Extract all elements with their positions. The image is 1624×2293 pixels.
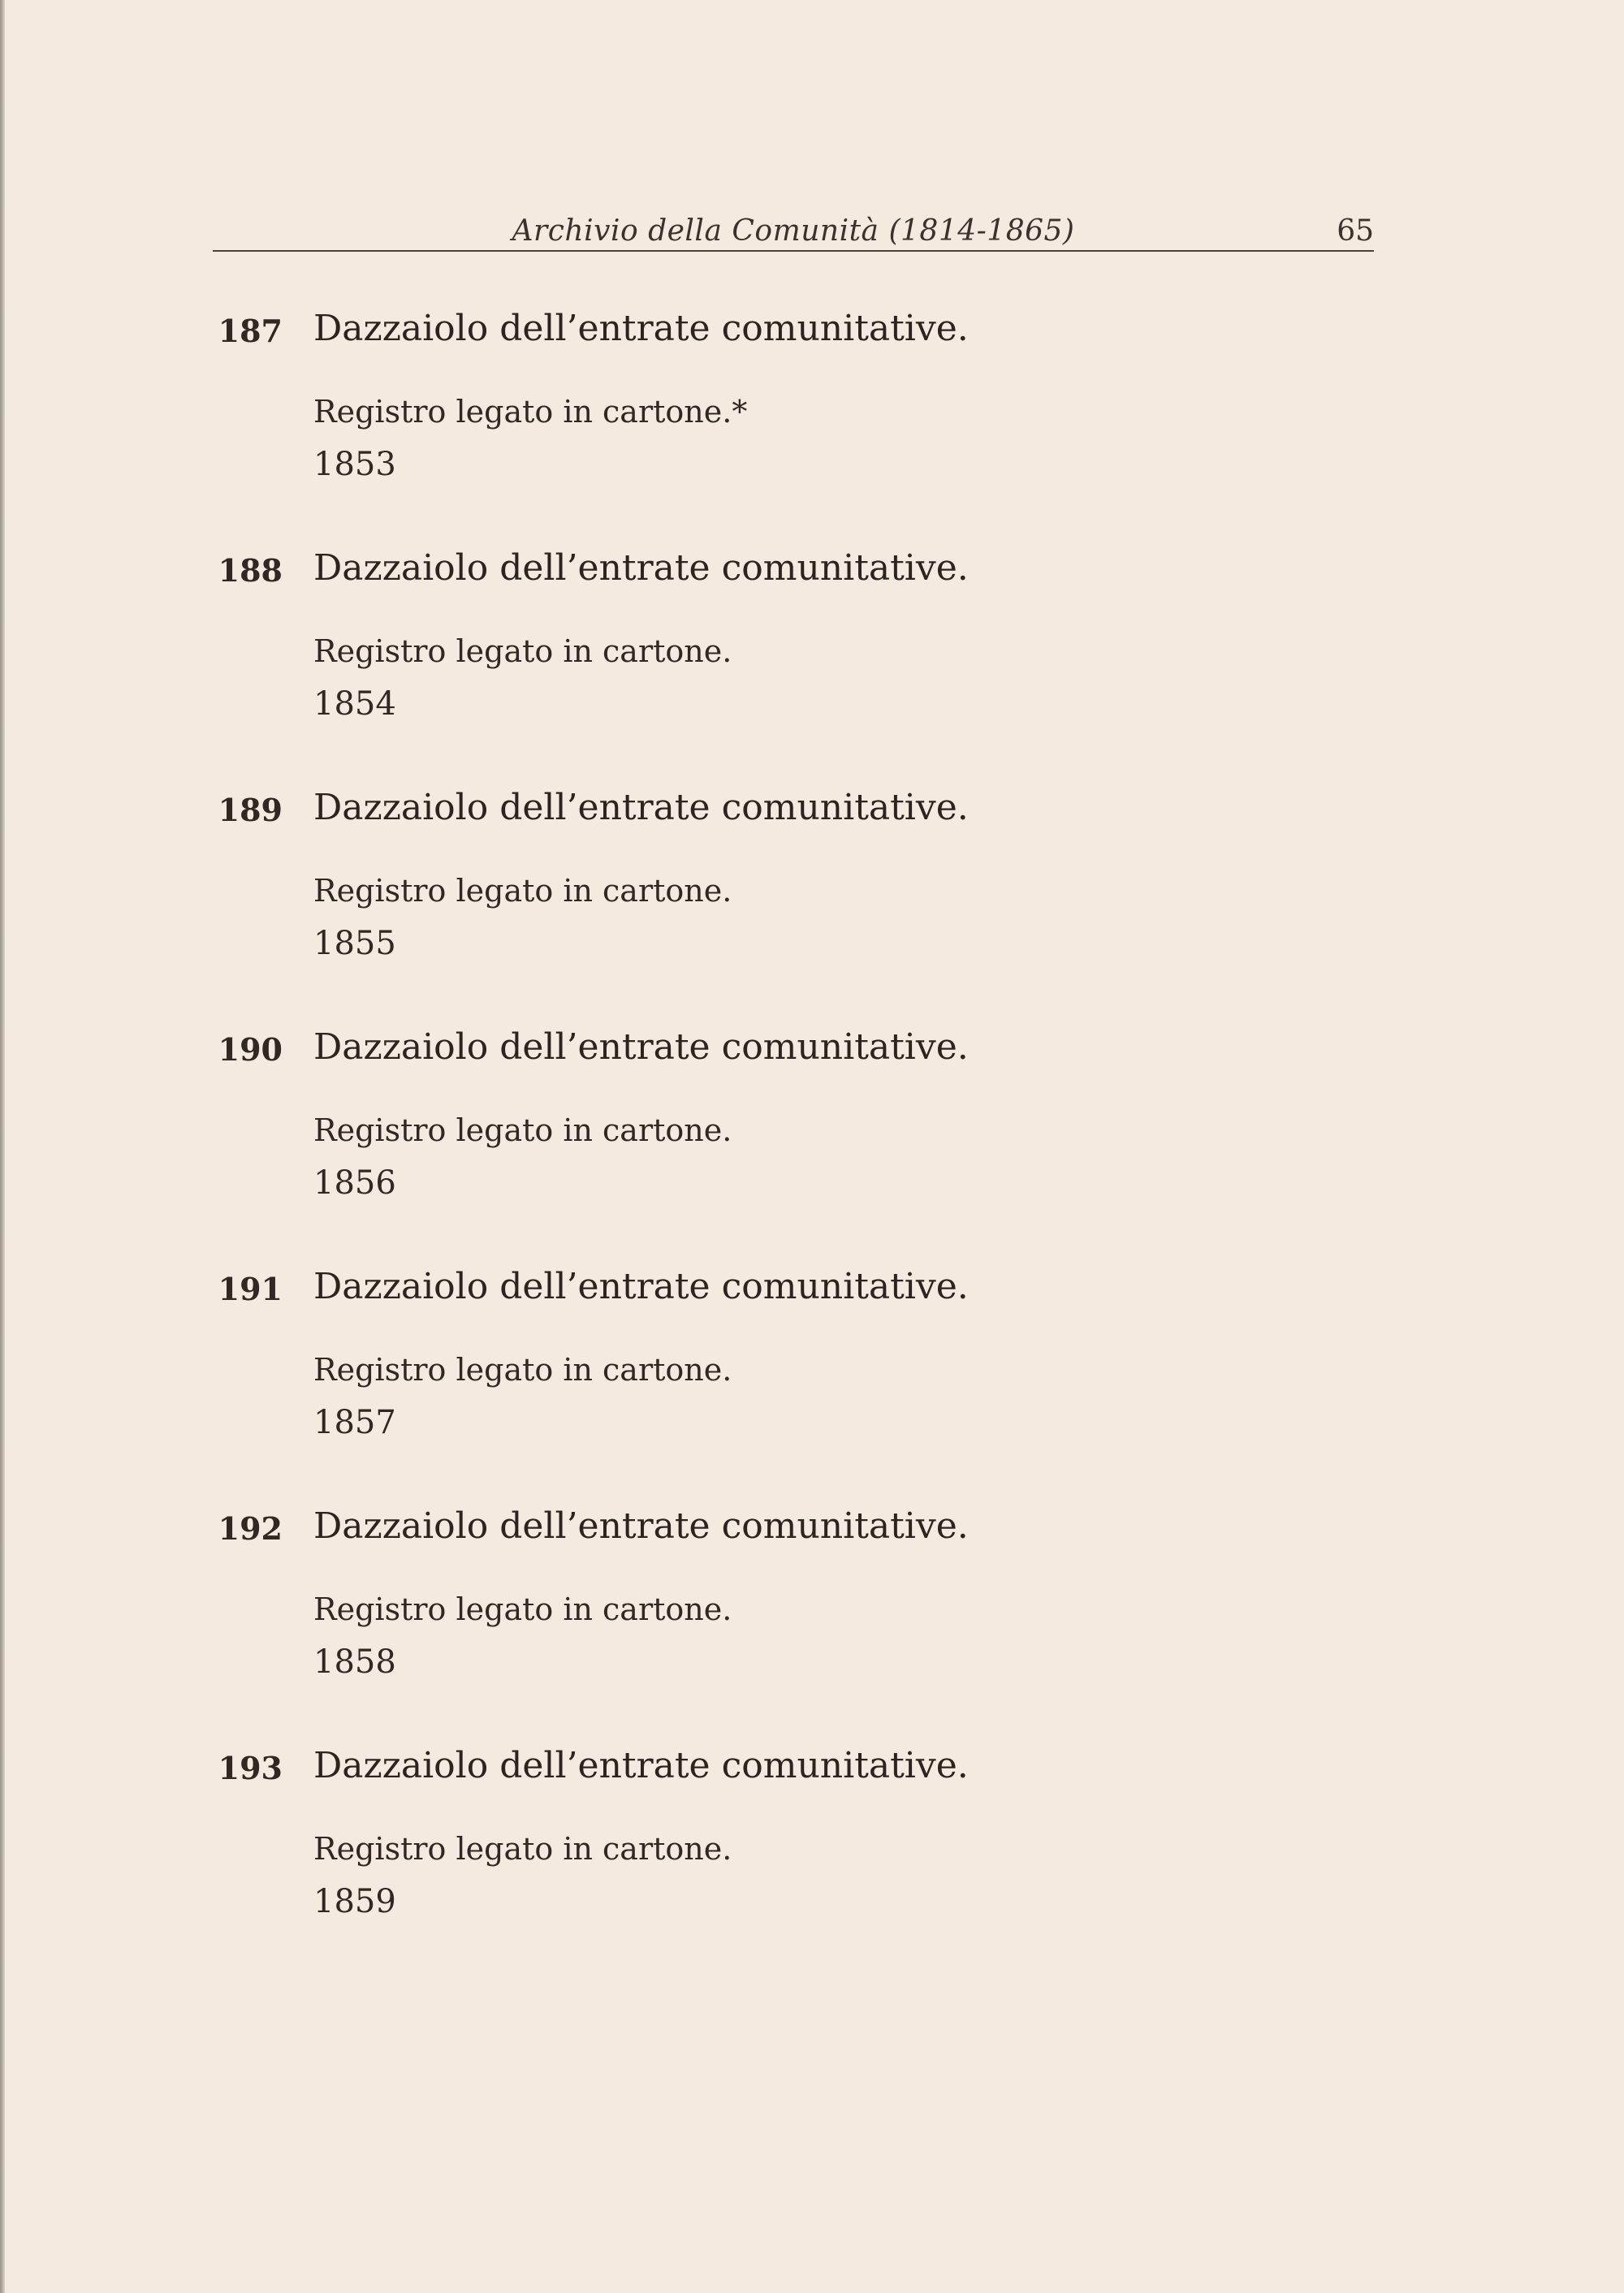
entry-number: 193 (218, 1750, 283, 1786)
entry-number: 190 (218, 1031, 283, 1068)
entry-year: 1854 (313, 685, 396, 723)
entry-description: Registro legato in cartone. (313, 1112, 732, 1148)
entry-number: 189 (218, 792, 283, 828)
entry-title: Dazzaiolo dell’entrate comunitative. (313, 787, 969, 828)
entry-description: Registro legato in cartone. (313, 1831, 732, 1867)
running-title: Archivio della Comunità (1814-1865) (512, 214, 1075, 248)
entry-year: 1856 (313, 1164, 396, 1202)
entry-title: Dazzaiolo dell’entrate comunitative. (313, 1505, 969, 1547)
entry-year: 1858 (313, 1643, 396, 1681)
entry-description: Registro legato in cartone. (313, 873, 732, 909)
entry-title: Dazzaiolo dell’entrate comunitative. (313, 308, 969, 349)
page-edge (0, 0, 5, 2293)
entry-title: Dazzaiolo dell’entrate comunitative. (313, 547, 969, 589)
entry-year: 1857 (313, 1404, 396, 1441)
entry-year: 1855 (313, 925, 396, 962)
entry-number: 188 (218, 552, 283, 589)
entry-description: Registro legato in cartone. (313, 633, 732, 669)
entry-title: Dazzaiolo dell’entrate comunitative. (313, 1745, 969, 1786)
entry-description: Registro legato in cartone. (313, 1591, 732, 1627)
entry-title: Dazzaiolo dell’entrate comunitative. (313, 1026, 969, 1068)
entry-description: Registro legato in cartone.* (313, 394, 748, 430)
entry-number: 191 (218, 1271, 283, 1307)
entry-number: 187 (218, 313, 283, 349)
entry-year: 1853 (313, 446, 396, 483)
entry-description: Registro legato in cartone. (313, 1352, 732, 1388)
entry-title: Dazzaiolo dell’entrate comunitative. (313, 1266, 969, 1307)
entry-number: 192 (218, 1510, 283, 1547)
entry-year: 1859 (313, 1883, 396, 1920)
running-head (213, 209, 1374, 252)
page-number: 65 (1337, 214, 1374, 248)
